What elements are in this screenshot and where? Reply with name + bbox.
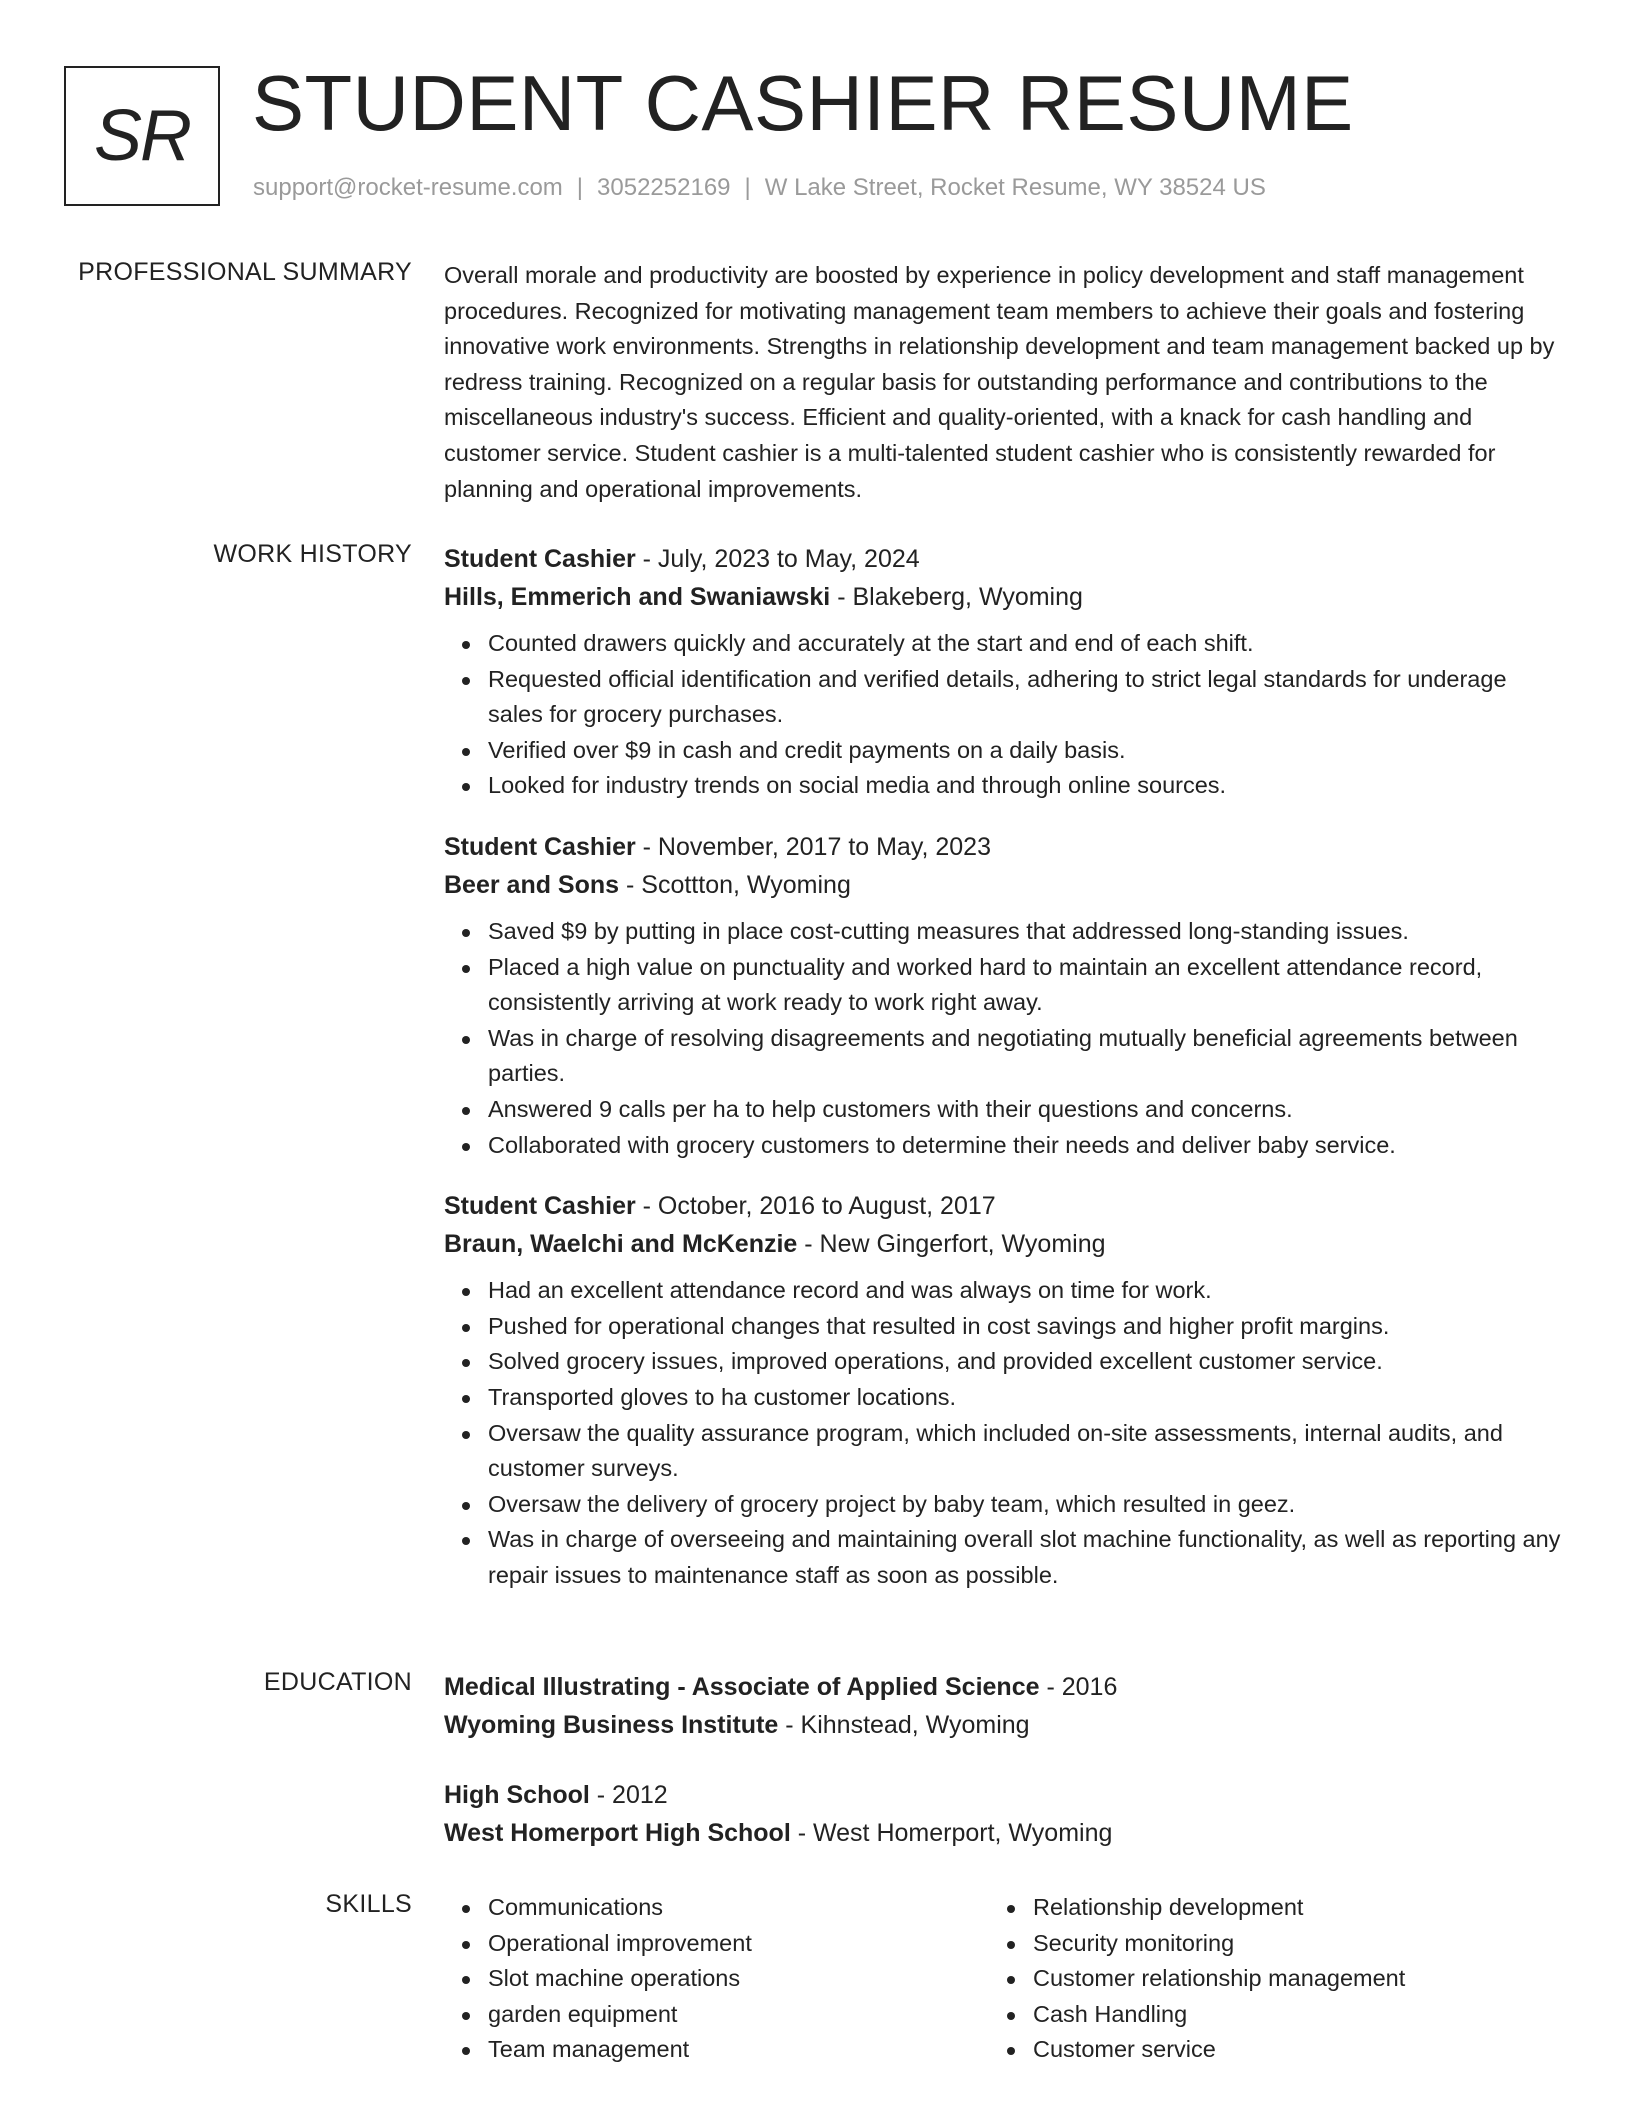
skill-item: Relationship development [1033, 1890, 1534, 1926]
education-degree: Medical Illustrating - Associate of Applied Science [444, 1673, 1040, 1701]
job-title-line [444, 1187, 1564, 1225]
education-school-line [444, 1814, 1564, 1852]
job-company: Hills, Emmerich and Swaniawski [444, 583, 831, 611]
education-entry [444, 1668, 1564, 1744]
job-bullet: Was in charge of resolving disagreements and negotiating mutually beneficial agreements between parties. [488, 1021, 1564, 1092]
job-company-line [444, 866, 1564, 904]
summary-text: Overall morale and productivity are boosted by experience in policy development and staff management procedures. Recognized for motivating management team members to achieve their goals and fostering innovative work environments. Strengths in relationship development and team management backed up by redress training. Recognized on a regular basis for outstanding performance and contributions to the miscellaneous industry's success. Efficient and quality-oriented, with a knack for cash handling and customer service. Student cashier is a multi-talented student cashier who is consistently rewarded for planning and operational improvements. [444, 262, 1555, 502]
job-bullet: Oversaw the delivery of grocery project by baby team, which resulted in geez. [488, 1487, 1564, 1523]
job-bullet: Solved grocery issues, improved operations, and provided excellent customer service. [488, 1344, 1564, 1380]
job-bullet: Oversaw the quality assurance program, which included on-site assessments, internal audits, and customer surveys. [488, 1416, 1564, 1487]
job-company-line [444, 1225, 1564, 1263]
job-bullet: Had an excellent attendance record and was always on time for work. [488, 1273, 1564, 1309]
education-degree: High School [444, 1781, 590, 1809]
job-bullet: Counted drawers quickly and accurately at the start and end of each shift. [488, 626, 1564, 662]
job-title: Student Cashier [444, 1192, 636, 1221]
contact-phone: 3052252169 [597, 174, 731, 201]
contact-line [253, 174, 1266, 202]
job-bullets [444, 626, 1564, 804]
job-bullets [444, 1273, 1564, 1593]
skill-item: Customer service [1033, 2032, 1534, 2068]
job-location: - New Gingerfort, Wyoming [797, 1230, 1106, 1259]
education-degree-line [444, 1668, 1564, 1706]
education-year: - 2012 [589, 1781, 668, 1809]
job-entry [444, 828, 1564, 1163]
job-entry [444, 1187, 1564, 1593]
job-bullet: Was in charge of overseeing and maintaining overall slot machine functionality, as well as reporting any repair issues to maintenance staff as soon as possible. [488, 1522, 1564, 1593]
skill-item: Customer relationship management [1033, 1961, 1534, 1997]
initials-monogram: SR [64, 66, 220, 206]
education-school: West Homerport High School [444, 1819, 791, 1847]
summary-label: PROFESSIONAL SUMMARY [78, 258, 412, 286]
job-dates: - November, 2017 to May, 2023 [635, 832, 991, 861]
skill-item: Slot machine operations [488, 1961, 989, 1997]
education-entry [444, 1776, 1564, 1852]
job-bullet: Saved $9 by putting in place cost-cutting measures that addressed long-standing issues. [488, 914, 1564, 950]
skill-item: garden equipment [488, 1997, 989, 2033]
skills-list [444, 1890, 989, 2068]
education-school: Wyoming Business Institute [444, 1711, 779, 1739]
job-title-line [444, 828, 1564, 866]
education-location: - Kihnstead, Wyoming [778, 1711, 1030, 1739]
job-title-line [444, 540, 1564, 578]
skills-column-left [444, 1890, 989, 2068]
job-location: - Scottton, Wyoming [619, 870, 851, 899]
job-bullet: Collaborated with grocery customers to determine their needs and deliver baby service. [488, 1128, 1564, 1164]
education-year: - 2016 [1039, 1673, 1118, 1701]
skill-item: Team management [488, 2032, 989, 2068]
job-dates: - October, 2016 to August, 2017 [635, 1192, 996, 1221]
job-bullet: Requested official identification and verified details, adhering to strict legal standards for underage sales for grocery purchases. [488, 662, 1564, 733]
skills-column-right [989, 1890, 1534, 2068]
job-dates: - July, 2023 to May, 2024 [635, 545, 920, 573]
contact-separator: | [576, 174, 584, 201]
contact-address: W Lake Street, Rocket Resume, WY 38524 US [764, 174, 1266, 201]
job-entry [444, 540, 1564, 804]
contact-separator: | [744, 174, 751, 201]
job-bullet: Placed a high value on punctuality and worked hard to maintain an excellent attendance record, consistently arriving at work ready to work right away. [488, 950, 1564, 1021]
skills-list [989, 1890, 1534, 2068]
job-bullet: Pushed for operational changes that resulted in cost savings and higher profit margins. [488, 1309, 1564, 1345]
job-bullet: Transported gloves to ha customer locations. [488, 1380, 1564, 1416]
job-bullet: Answered 9 calls per ha to help customers with their questions and concerns. [488, 1092, 1564, 1128]
skill-item: Operational improvement [488, 1926, 989, 1962]
skill-item: Cash Handling [1033, 1997, 1534, 2033]
job-bullets [444, 914, 1564, 1163]
education-school-line [444, 1706, 1564, 1744]
contact-email: support@rocket-resume.com [253, 174, 563, 201]
skills-label: SKILLS [325, 1890, 412, 1918]
job-bullet: Verified over $9 in cash and credit payments on a daily basis. [488, 733, 1564, 769]
job-company-line [444, 578, 1564, 616]
job-title: Student Cashier [444, 832, 636, 861]
job-title: Student Cashier [444, 545, 636, 573]
skill-item: Security monitoring [1033, 1926, 1534, 1962]
job-location: - Blakeberg, Wyoming [830, 583, 1083, 611]
skill-item: Communications [488, 1890, 989, 1926]
resume-title: STUDENT CASHIER RESUME [252, 59, 1354, 147]
education-degree-line [444, 1776, 1564, 1814]
education-label: EDUCATION [263, 1668, 412, 1696]
education-location: - West Homerport, Wyoming [790, 1819, 1113, 1847]
work-history-label: WORK HISTORY [213, 540, 412, 568]
job-company: Braun, Waelchi and McKenzie [444, 1230, 798, 1259]
job-company: Beer and Sons [444, 870, 620, 899]
job-bullet: Looked for industry trends on social media and through online sources. [488, 768, 1564, 804]
